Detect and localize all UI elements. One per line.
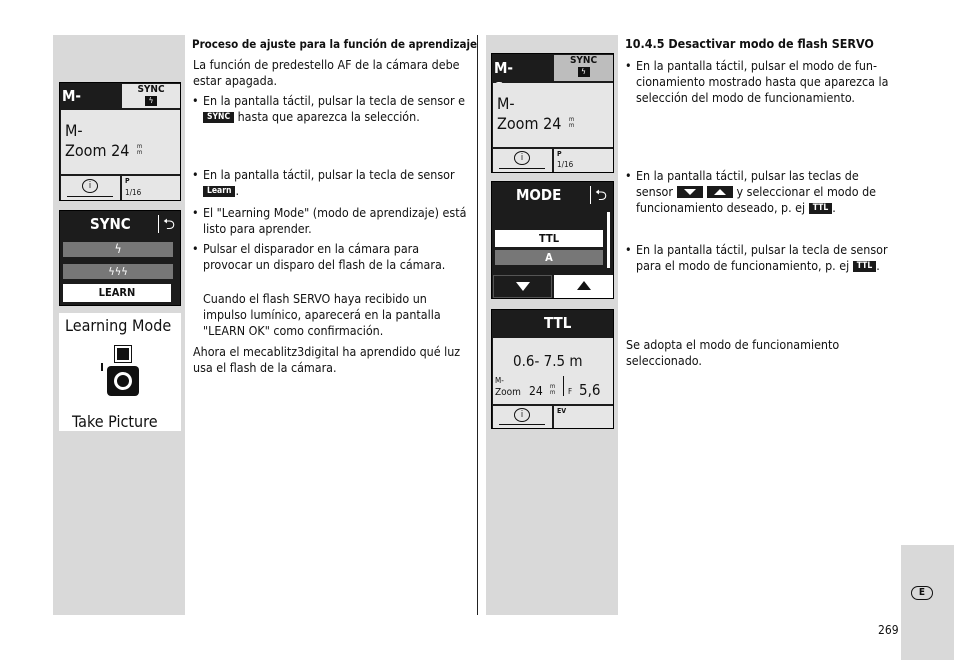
sync-option-2[interactable]: ϟϟϟ (63, 264, 173, 279)
sync-menu-screen (59, 210, 181, 306)
sync-button[interactable]: SYNC ϟ (122, 84, 180, 108)
learning-heading: Proceso de ajuste para la función de aprendizaje (192, 37, 478, 51)
info-button[interactable] (61, 176, 120, 200)
step-4: • Pulsar el disparador en la cámara para provocar un disparo del flash de la cámara. (192, 241, 467, 273)
column-divider (477, 35, 478, 615)
ttl-key-icon: TTL (853, 261, 877, 272)
step-2: • En la pantalla táctil, pulsar la tecla de sensor Learn . (192, 167, 467, 199)
sync-button-2[interactable]: SYNC ϟ (554, 55, 613, 81)
mode-menu-screen: MODE ⮌ TTL A (491, 181, 614, 299)
info-icon: i (82, 179, 98, 193)
arrow-up-icon (577, 281, 591, 290)
step-r3: • En la pantalla táctil, pulsar la tecla de sensor para el modo de funcionamiento, p. ej TTL . (625, 242, 897, 274)
sync-title: SYNC (90, 215, 131, 233)
ttl-info-button[interactable] (493, 406, 552, 428)
mservo-mode-label: M- (62, 87, 82, 105)
section-heading: 10.4.5 Desactivar modo de flash SERVO (625, 36, 874, 51)
ttl-screen: TTL 0.6- 7.5 m M- Zoom 24 m m F 5,6 i EV (491, 309, 614, 429)
intro-text: La función de predestello AF de la cámara debe estar apagada. (193, 57, 460, 88)
flash-icon: ϟ (578, 67, 590, 77)
page-number: 269 (878, 623, 899, 637)
arrow-down-key-icon (677, 186, 703, 198)
up-button[interactable] (554, 275, 613, 298)
display-area: M- Zoom 24 m m (61, 110, 180, 174)
mservo-screen-1 (59, 82, 181, 201)
learn-key-icon: Learn (203, 186, 235, 197)
learn-button[interactable]: LEARN (63, 284, 171, 302)
flash-icon: ϟ (145, 96, 157, 106)
ttl-display-area: 0.6- 7.5 m M- Zoom 24 m m F 5,6 (493, 338, 613, 404)
scrollbar[interactable] (607, 212, 610, 268)
back-icon[interactable]: ⮌ (158, 215, 175, 233)
sync-option-1[interactable]: ϟ (63, 242, 173, 257)
camera-flash-icon (101, 346, 145, 398)
power-ratio-button[interactable]: P 1/16 (122, 176, 180, 200)
language-tab-panel (901, 545, 954, 660)
ttl-key-icon: TTL (809, 203, 833, 214)
language-badge: E (911, 586, 933, 600)
step-r1: • En la pantalla táctil, pulsar el modo de fun-cionamiento mostrado hasta que aparezca la selección del modo de funcionamiento. (625, 58, 897, 106)
arrow-up-key-icon (707, 186, 733, 198)
info-icon: i (514, 151, 530, 165)
result-text: Se adopta el modo de funcionamiento seleccionado. (626, 337, 840, 368)
learned-text: Ahora el mecablitz3digital ha aprendido qué luz usa el flash de la cámara. (193, 344, 461, 375)
step-3: • El "Learning Mode" (modo de aprendizaje) está listo para aprender. (192, 205, 467, 237)
info-button-2[interactable] (493, 149, 552, 172)
display-area-2: M- Zoom 24 m m (493, 83, 613, 147)
down-button[interactable] (493, 275, 552, 298)
back-icon[interactable]: ⮌ (590, 186, 607, 204)
sync-key-icon: SYNC (203, 112, 234, 123)
info-icon: i (514, 408, 530, 422)
arrow-down-icon (516, 282, 530, 291)
step-r2: • En la pantalla táctil, pulsar las teclas de sensor y seleccionar el modo de funcionamiento deseado, p. ej TTL . (625, 168, 897, 216)
mservo-screen-2: M- SYNC ϟ M- Zoom 24 m m i P 1/16 (491, 53, 614, 173)
learning-mode-screen: Learning Mode Take Picture (59, 313, 181, 431)
mode-option-a[interactable]: A (495, 250, 603, 265)
power-ratio-button-2[interactable]: P 1/16 (554, 149, 613, 172)
step-1: • En la pantalla táctil, pulsar la tecla de sensor e SYNC hasta que aparezca la selección. (192, 93, 467, 125)
confirmation-text: Cuando el flash SERVO haya recibido un impulso lumínico, aparecerá en la pantalla "LEARN OK" como confirmación. (203, 291, 441, 338)
ev-button[interactable]: EV (554, 406, 613, 428)
mode-option-ttl[interactable]: TTL (495, 230, 603, 247)
